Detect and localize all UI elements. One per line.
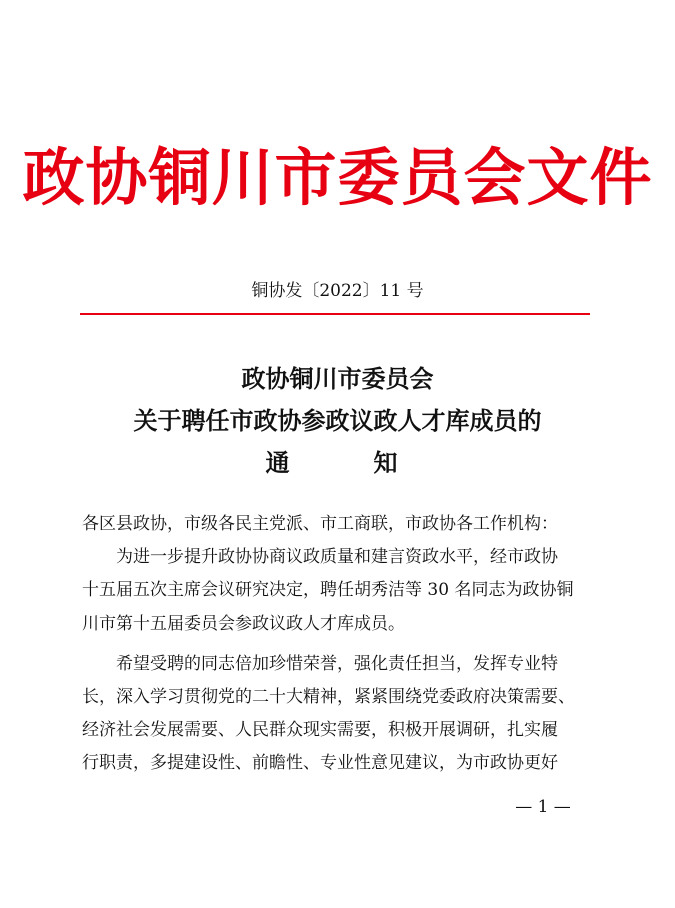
red-header-rule [80, 313, 590, 315]
document-number: 铜协发〔2022〕11 号 [251, 281, 424, 301]
body-line: 十五届五次主席会议研究决定，聘任胡秀洁等 30 名同志为政协铜 [82, 580, 574, 600]
body-line-salutation: 各区县政协，市级各民主党派、市工商联，市政协各工作机构： [82, 514, 558, 534]
body-line: 为进一步提升政协协商议政质量和建言资政水平，经市政协 [82, 547, 558, 567]
body-line: 希望受聘的同志倍加珍惜荣誉，强化责任担当，发挥专业特 [82, 654, 558, 674]
body-line: 经济社会发展需要、人民群众现实需要，积极开展调研，扎实履 [82, 720, 558, 740]
notice-title-line-2: 关于聘任市政协参政议政人才库成员的 [133, 406, 542, 435]
document-header-title: 政协铜川市委员会文件 [22, 141, 653, 214]
body-line: 川市第十五届委员会参政议政人才库成员。 [82, 614, 405, 634]
body-line: 行职责，多提建设性、前瞻性、专业性意见建议，为市政协更好 [82, 753, 558, 773]
notice-title-line-1: 政协铜川市委员会 [241, 364, 434, 393]
notice-title-line-3: 通 知 [265, 448, 410, 477]
page-number: — 1 — [515, 797, 571, 817]
body-line: 长，深入学习贯彻党的二十大精神，紧紧围绕党委政府决策需要、 [82, 687, 575, 707]
